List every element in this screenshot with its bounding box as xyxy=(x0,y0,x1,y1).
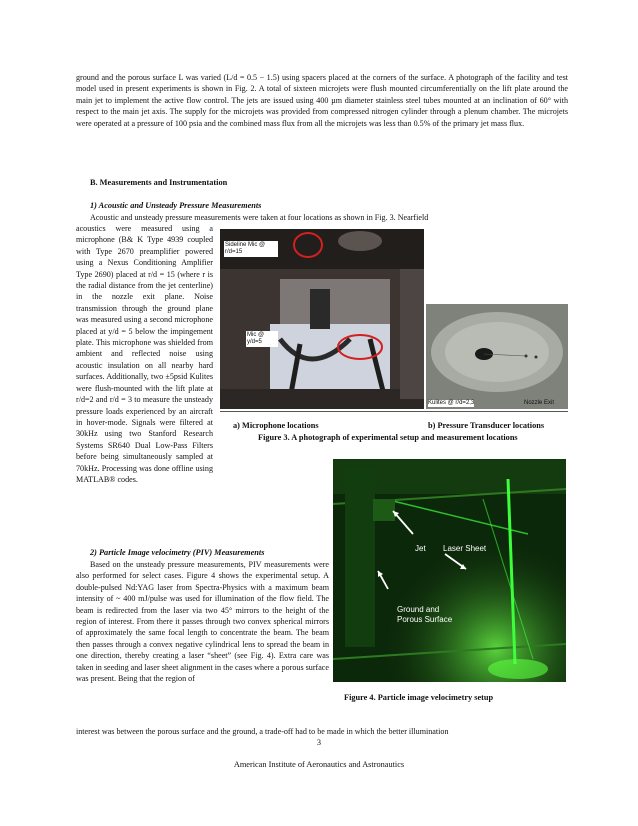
section-heading-b: B. Measurements and Instrumentation xyxy=(90,178,228,187)
figure3-caption: Figure 3. A photograph of experimental setup and measurement locations xyxy=(258,433,518,442)
figure3-rule xyxy=(220,411,568,412)
figure3-caption-b: b) Pressure Transducer locations xyxy=(428,421,545,430)
laser-sheet-label: Laser Sheet xyxy=(443,544,487,553)
figure3-microphone-photo xyxy=(220,229,424,409)
figure4-caption: Figure 4. Particle image velocimetry setup xyxy=(344,693,494,702)
nozzle-exit-label: Nozzle Exit xyxy=(524,400,555,406)
sideline-mic-label: Sideline Mic @ r/d=15 xyxy=(224,241,278,257)
figure3-transducer-photo xyxy=(426,304,568,409)
figure4-piv-photo xyxy=(333,459,566,682)
kulites-label: Kulites @ r/d=2,3 xyxy=(428,400,475,406)
intro-paragraph: ground and the porous surface L was varied (L/d = 0.5 − 1.5) using spacers placed at the corners of the surface. A photograph of the facility and test model used in present experiments is shown in Fig. 2. A total of sixteen microjets were flush mounted circumferentially on the lift plate around the main jet to implement the active flow control. The jets are issued using 400 µm diameter stainless steel tubes mounted at an inclination of 60° with respect to the main jet axis. The supply for the microjets was provided from compressed nitrogen cylinder through a plenum chamber. The microjets were operated at a pressure of 100 psia and the combined mass flux from all the microjets was less than 0.5% of the primary jet mass flux. xyxy=(76,73,568,128)
last-line: interest was between the porous surface and the ground, a trade-off had to be made in which the better illumination xyxy=(76,727,449,736)
page-footer: American Institute of Aeronautics and Astronautics xyxy=(233,760,405,769)
acoustic-paragraph-first-line: Acoustic and unsteady pressure measurements were taken at four locations as shown in Fig. 3. Nearfield xyxy=(90,213,429,222)
figure3-caption-a: a) Microphone locations xyxy=(233,421,319,430)
page-number: 3 xyxy=(316,738,322,747)
mic-label: Mic @ y/d=5 xyxy=(246,331,278,347)
lift-plate-illustration xyxy=(426,304,568,409)
jet-label: Jet xyxy=(415,544,426,553)
subsection-heading-piv: 2) Particle Image velocimetry (PIV) Measurements xyxy=(90,548,265,557)
piv-paragraph: Based on the unsteady pressure measurements, PIV measurements were also performed for select cases. Figure 4 shows the experimental setup. A double-pulsed Nd:YAG laser from Spectra-Physics with a maximum beam intensity of ~ 400 mJ/pulse was used for illumination of the flow field. The beam is redirected from the laser via two 45° mirrors to the height of the region of interest. From there it passes through two convex spherical mirrors of approximately the same focal length to concentrate the beam. The beam then passes through a convex negative cylindrical lens to spread the beam in one direction, thereby creating a laser “sheet” (see Fig. 4). Extra care was taken in seeding and laser sheet alignment in the cases where a porous surface was present. Being that the region of xyxy=(76,560,329,684)
piv-setup-illustration xyxy=(333,459,566,682)
acoustic-paragraph-body: acoustics were measured using a microphone (B& K Type 4939 coupled with Type 2670 preamplifier powered using a Nexus Conditioning Amplifier Type 2690) placed at r/d = 15 (where r is the radial distance from the jet centerline) in the nozzle exit plane. Noise transmission through the ground plane was measured using a second microphone placed at y/d = 5 below the impingement plate. This microphone was shielded from ambient and reflected noise using acoustic insulation on all nearby hard surfaces. Additionally, two ±5psid Kulites were flush-mounted with the lift plate at r/d=2 and r/d = 3 to measure the unsteady pressure loads experienced by an aircraft in hover-mode. Signals were filtered at 30kHz using two Stanford Research Systems SR640 Dual Low-Pass Filters before being simultaneously sampled at 70kHz. Processing was done offline using MATLAB® codes. xyxy=(76,224,213,484)
ground-porous-label: Ground and Porous Surface xyxy=(397,605,453,624)
subsection-heading-acoustic: 1) Acoustic and Unsteady Pressure Measurements xyxy=(90,201,262,210)
